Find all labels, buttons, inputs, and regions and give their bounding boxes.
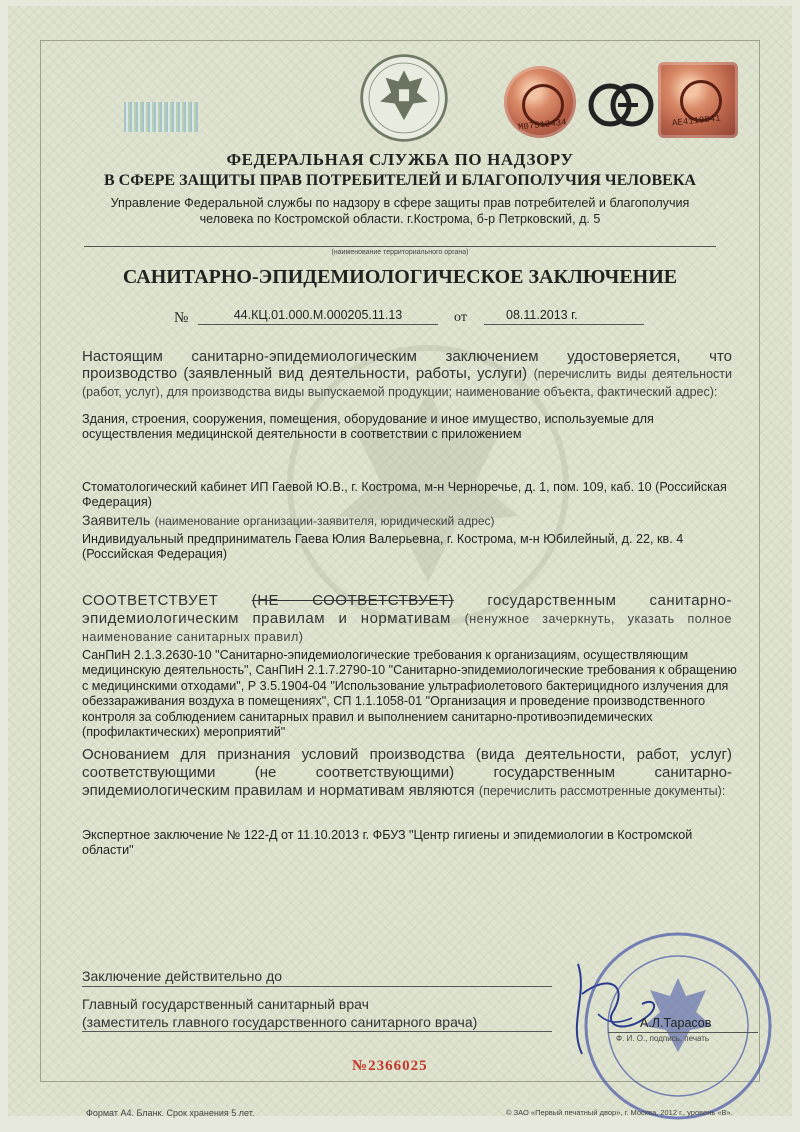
agency-title-line2: В СФЕРЕ ЗАЩИТЫ ПРАВ ПОТРЕБИТЕЛЕЙ И БЛАГОПОЛУЧИЯ ЧЕЛОВЕКА [104,172,696,189]
applicant-text: Индивидуальный предприниматель Гаева Юлия Валерьевна, г. Кострома, м-н Юбилейный, д. 22, кв. 4 (Российская Федерация) [82,532,684,561]
agency-title-line1: ФЕДЕРАЛЬНАЯ СЛУЖБА ПО НАДЗОРУ [226,150,574,169]
regional-office-line1: Управление Федеральной службы по надзору в сфере защиты прав потребителей и благополучия [110,196,690,210]
protective-sticker-right [658,62,738,138]
deputy-doctor-title: (заместитель главного государственного санитарного врача) [82,1014,478,1030]
intro-text: Настоящим санитарно-эпидемиологическим заключением удостоверяется, что производство (заявленный вид деятельности, работы, услуги) [82,348,732,382]
document-title: САНИТАРНО-ЭПИДЕМИОЛОГИЧЕСКОЕ ЗАКЛЮЧЕНИЕ [122,266,678,288]
hologram-strip [124,102,198,132]
valid-until-label: Заключение действительно до [82,968,283,984]
basis-caption: (перечислить рассмотренные документы): [478,784,726,798]
object-address: Стоматологический кабинет ИП Гаевой Ю.В., г. Кострома, м-н Черноречье, д. 1, пом. 109, каб. 10 (Российская Федерация) [82,480,727,509]
intro-paragraph [82,348,732,401]
blank-serial-number: №2366025 [352,1058,428,1074]
rospotrebnadzor-emblem-icon [358,52,450,144]
printer-note: © ЗАО «Первый печатный двор», г. Москва, 2012 г., уровень «В». [506,1108,733,1117]
document-number: 44.КЦ.01.000.М.000205.11.13 [233,308,403,322]
sticker-number-right: AE4119841 [671,113,721,129]
regional-office-line2: человека по Костромской области. г.Кострома, б-р Петрковский, д. 5 [199,212,601,226]
certificate-page [8,6,792,1116]
basis-text: Основанием для признания условий производства (вида деятельности, работ, услуг) соответствующими (не соответствующими) государственным санитарно-эпидемиологическим правилам и нормативам являются [82,746,732,799]
basis-paragraph [82,746,732,800]
number-prefix: № [174,310,189,326]
document-date: 08.11.2013 г. [506,308,578,322]
compliance-paragraph [82,592,732,646]
sticker-number-left: M07512434 [517,117,567,133]
format-note: Формат А4. Бланк. Срок хранения 5 лет. [86,1108,255,1118]
chief-doctor-title: Главный государственный санитарный врач [82,996,369,1012]
date-prefix: от [454,310,467,325]
basis-document: Экспертное заключение № 122-Д от 11.10.2013 г. ФБУЗ "Центр гигиены и эпидемиологии в Костромской области" [82,828,693,857]
signer-name: А.Л.Тарасов [640,1016,712,1030]
applicant-label: Заявитель [82,512,151,528]
complies-caption: (ненужное зачеркнуть, указать полное наименование санитарных правил) [82,612,732,644]
certification-mark-icon [588,82,654,128]
intro-caption: (перечислить виды деятельности (работ, услуг), для производства виды выпускаемой продукции; наименование объекта, фактический адрес): [82,367,732,399]
activity-text: Здания, строения, сооружения, помещения, оборудование и иное имущество, используемые для осуществления медицинской деятельности в соответствии с приложением [82,412,654,441]
not-complies-struck: (НЕ СООТВЕТСТВУЕТ) [251,592,454,609]
complies-rest: государственным санитарно-эпидемиологическим правилам и нормативам [82,592,732,627]
regional-office-caption: (наименование территориального органа) [331,249,469,256]
complies-word: СООТВЕТСТВУЕТ [82,592,219,609]
applicant-header [82,512,732,529]
sanitary-rules-text: СанПиН 2.1.3.2630-10 "Санитарно-эпидемиологические требования к организациям, осуществляющим медицинскую деятельность", СанПиН 2.1.7.2790-10 "Санитарно-эпидемиологические требования к обращению с медицинскими отходами", Р 3.5.1904-04 "Использование ультрафиолетового бактерицидного излучения для обеззараживания воздуха в помещениях", СП 1.1.1058-01 "Организация и проведение производственного контроля за соблюдением санитарных правил и выполнением санитарно-противоэпидемических (профилактических) мероприятий" [82,648,737,740]
applicant-caption: (наименование организации-заявителя, юридический адрес) [154,514,495,528]
signer-caption: Ф. И. О., подпись, печать [616,1034,710,1043]
